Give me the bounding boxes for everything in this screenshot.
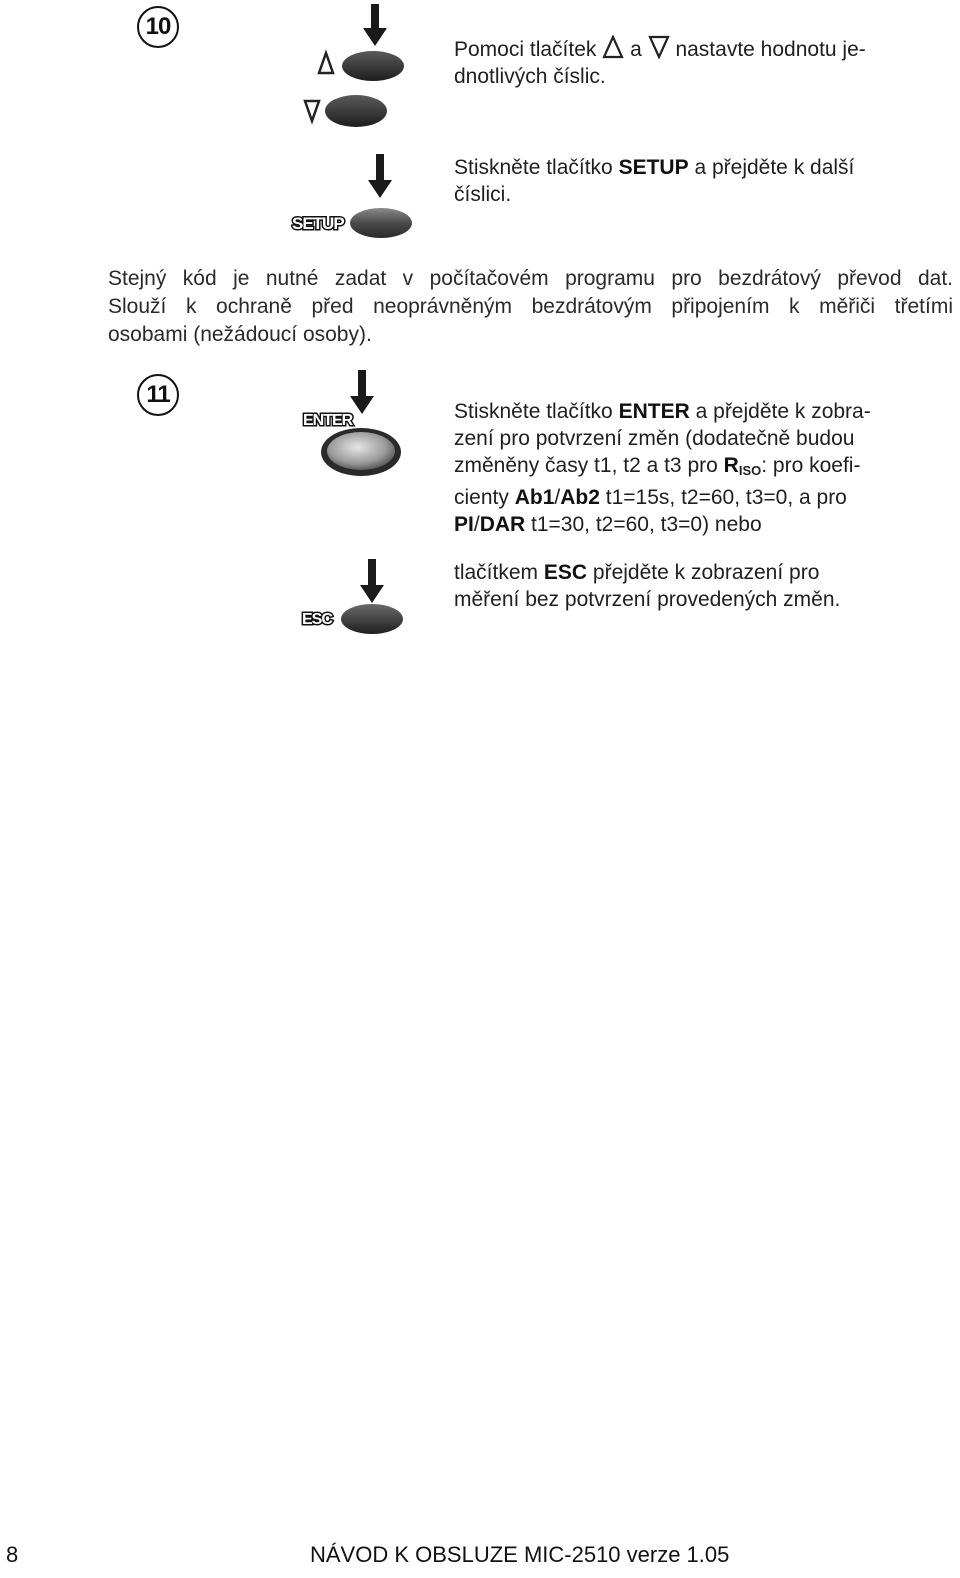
- press-arrow-icon: [350, 370, 374, 414]
- down-triangle-icon: [648, 35, 670, 59]
- enter-button-label: ENTER: [303, 412, 353, 429]
- enter-button-illustration: [300, 368, 420, 483]
- paragraph-line2: Slouží k ochraně před neoprávněným bezdrátovým připojením k měřiči třetími: [108, 295, 953, 318]
- press-arrow-icon: [368, 154, 392, 198]
- step11-line3: změněny časy t1, t2 a t3 pro $R_{ISO}$: pro koefi-: [454, 454, 861, 478]
- step10-line1: Pomoci tlačítek a nastavte hodnotu je-: [454, 35, 934, 63]
- step11-line2: zení pro potvrzení změn (dodatečně budou: [454, 427, 855, 450]
- esc-button-illustration: [300, 556, 420, 641]
- step-number-10: 10: [137, 6, 179, 48]
- press-arrow-icon: [360, 559, 384, 603]
- step10-line2: dnotlivých číslic.: [454, 65, 606, 88]
- step11-line4: cienty Ab1/Ab2 t1=15s, t2=60, t3=0, a pro: [454, 486, 847, 509]
- step11-esc-line1: tlačítkem ESC přejděte k zobrazení pro: [454, 561, 820, 584]
- explanation-paragraph: [108, 265, 953, 349]
- esc-button-icon: [341, 604, 403, 634]
- step10-setup-line1: Stiskněte tlačítko SETUP a přejděte k další: [454, 156, 855, 179]
- step11-esc-line2: měření bez potvrzení provedených změn.: [454, 588, 841, 611]
- up-button-icon: [342, 51, 404, 81]
- step-number-11: 11: [137, 374, 179, 416]
- footer-title: NÁVOD K OBSLUZE MIC-2510 verze 1.05: [310, 1542, 730, 1567]
- up-triangle-icon: [319, 53, 333, 73]
- step11-enter-instruction: [454, 398, 934, 538]
- press-arrow-icon: [363, 4, 387, 46]
- setup-button-icon: [350, 208, 412, 238]
- enter-button-icon: [327, 432, 395, 470]
- step11-esc-instruction: [454, 559, 934, 613]
- esc-button-label: ESC: [302, 611, 332, 628]
- paragraph-line1: Stejný kód je nutné zadat v počítačovém programu pro bezdrátový převod dat.: [108, 267, 953, 290]
- step10-instruction: [454, 35, 934, 90]
- down-button-icon: [325, 95, 387, 127]
- setup-button-illustration: [290, 152, 420, 242]
- setup-button-label: SETUP: [292, 214, 344, 233]
- up-triangle-icon: [602, 35, 624, 59]
- step10-setup-line2: číslici.: [454, 183, 512, 206]
- up-down-buttons-illustration: [295, 0, 425, 135]
- step11-line5: PI/DAR t1=30, t2=60, t3=0) nebo: [454, 513, 762, 536]
- paragraph-line3: osobami (nežádoucí osoby).: [108, 323, 372, 346]
- step11-line1: Stiskněte tlačítko ENTER a přejděte k zobra-: [454, 400, 871, 423]
- step10-setup-instruction: [454, 154, 934, 208]
- down-triangle-icon: [305, 101, 319, 121]
- page-number: 8: [6, 1542, 19, 1567]
